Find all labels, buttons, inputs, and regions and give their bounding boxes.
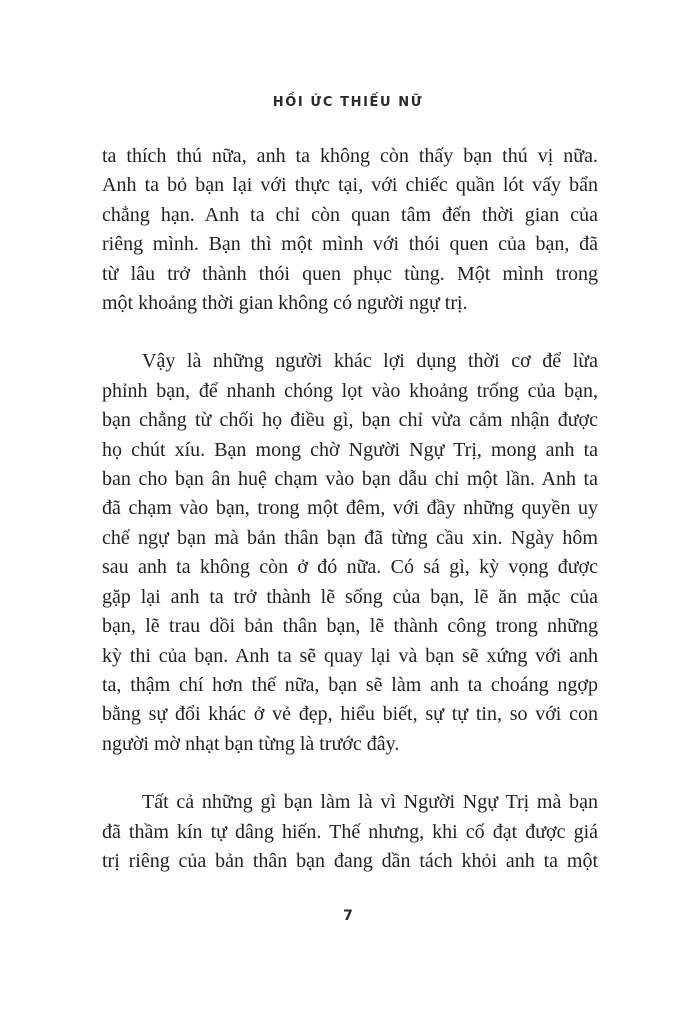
- text-line: ta thích thú nữa, anh ta không còn thấy bạn thú vị nữa.: [102, 145, 598, 167]
- body-text: [102, 142, 598, 876]
- text-line: Tất cả những gì bạn làm là vì Người Ngự Trị mà bạn: [142, 791, 598, 814]
- text-line: đã chạm vào bạn, trong một đêm, với đầy những quyền uy: [102, 497, 598, 520]
- text-line: từ lâu trở thành thói quen phục tùng. Một mình trong: [102, 262, 598, 285]
- text-line: ta, thậm chí hơn thế nữa, bạn sẽ làm anh ta choáng ngợp: [102, 673, 598, 696]
- paragraph-1: [102, 142, 598, 318]
- text-line: bằng sự đổi khác ở vẻ đẹp, hiểu biết, sự tự tin, so với con: [102, 703, 598, 726]
- paragraph-2: [102, 347, 598, 759]
- text-line: sau anh ta không còn ở đó nữa. Có sá gì, kỳ vọng được: [102, 556, 598, 579]
- text-line: chế ngự bạn mà bản thân bạn đã từng cầu xin. Ngày hôm: [102, 526, 598, 549]
- text-line: chẳng hạn. Anh ta chỉ còn quan tâm đến thời gian của: [102, 203, 598, 226]
- text-line: bạn, lẽ trau dồi bản thân bạn, lẽ thành công trong những: [102, 615, 598, 638]
- text-line: riêng mình. Bạn thì một mình với thói quen của bạn, đã: [102, 233, 598, 256]
- text-line: Vậy là những người khác lợi dụng thời cơ để lừa: [142, 350, 598, 373]
- text-line: Anh ta bỏ bạn lại với thực tại, với chiếc quần lót vấy bẩn: [102, 174, 598, 197]
- text-line: trị riêng của bản thân bạn đang dần tách khỏi anh ta một: [102, 849, 598, 872]
- text-line: họ chút xíu. Bạn mong chờ Người Ngự Trị, mong anh ta: [102, 438, 598, 461]
- page-number: 7: [343, 908, 353, 924]
- text-line: một khoảng thời gian không có người ngự trị.: [102, 292, 468, 315]
- paragraph-3: [102, 788, 598, 876]
- text-line: đã thầm kín tự dâng hiến. Thế nhưng, khi cố đạt được giá: [102, 820, 598, 843]
- text-line: kỳ thi của bạn. Anh ta sẽ quay lại và bạn sẽ xứng với anh: [102, 644, 598, 667]
- text-line: phỉnh bạn, để nhanh chóng lọt vào khoảng trống của bạn,: [102, 379, 598, 402]
- text-line: ban cho bạn ân huệ chạm vào bạn dẫu chỉ một lần. Anh ta: [102, 468, 598, 491]
- text-line: người mờ nhạt bạn từng là trước đây.: [102, 732, 400, 755]
- running-header: HỒI ỨC THIẾU NỮ: [272, 95, 424, 110]
- text-line: bạn chẳng từ chối họ điều gì, bạn chỉ vừa cảm nhận được: [102, 409, 598, 432]
- text-line: gặp lại anh ta trở thành lẽ sống của bạn, lẽ ăn mặc của: [102, 585, 598, 608]
